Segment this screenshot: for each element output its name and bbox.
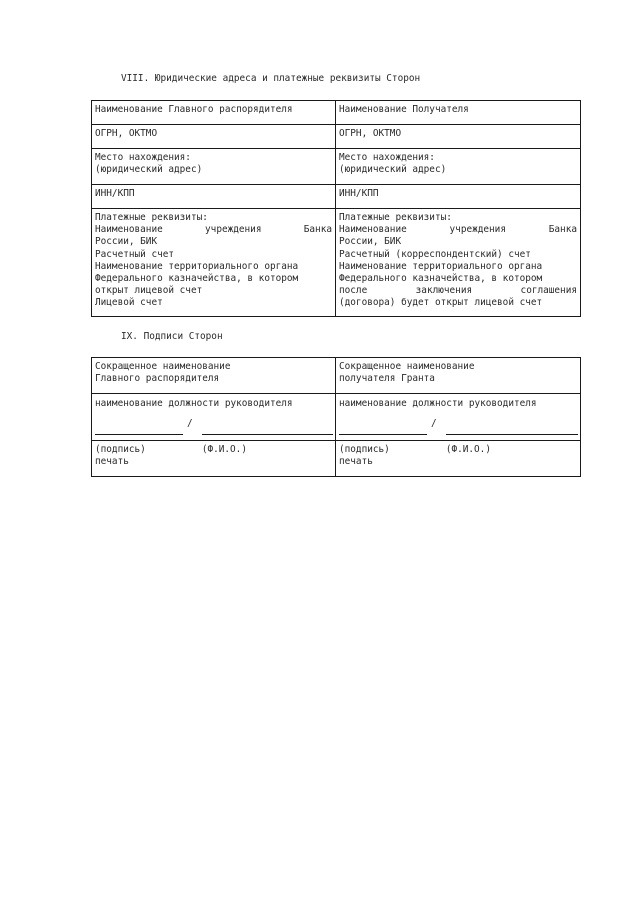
cell-line: ОГРН, ОКТМО — [339, 128, 402, 139]
recipient-short-name-cell — [336, 358, 581, 394]
cell-line: Расчетный (корреспондентский) счет — [339, 248, 531, 260]
cell-line: Место нахождения: — [95, 152, 191, 163]
recipient-ogrn-cell — [336, 125, 581, 149]
cell-line: (юридический адрес) — [95, 164, 203, 176]
signature-line — [339, 434, 427, 435]
recipient-payment-details-cell — [336, 209, 581, 317]
recipient-captions-cell — [336, 441, 581, 477]
cell-line: (юридический адрес) — [339, 164, 447, 176]
cell-line: Наименование Получателя — [339, 104, 469, 115]
slash-separator: / — [431, 418, 437, 429]
recipient-address-cell — [336, 149, 581, 185]
position-label: наименование должности руководителя — [339, 398, 537, 409]
cell-line: (договора) будет открыт лицевой счет — [339, 297, 543, 309]
recipient-signature-cell — [336, 394, 581, 441]
cell-line: Лицевой счет — [95, 297, 163, 309]
cell-line: Место нахождения: — [339, 152, 435, 163]
table-row — [92, 101, 581, 125]
cell-line: Главного распорядителя — [95, 373, 220, 385]
name-line — [202, 434, 333, 435]
cell-line: ИНН/КПП — [339, 188, 379, 199]
caption-line — [339, 444, 577, 456]
cell-line: Наименование учреждения Банка — [95, 224, 332, 236]
cell-line: Федерального казначейства, в котором — [95, 273, 299, 285]
stamp-caption: печать — [339, 456, 373, 468]
cell-line: ИНН/КПП — [95, 188, 135, 199]
administrator-captions-cell — [92, 441, 336, 477]
fio-caption: (Ф.И.О.) — [445, 444, 491, 455]
signature-caption: (подпись) — [95, 444, 146, 455]
cell-line: Наименование территориального органа — [95, 260, 299, 272]
cell-line: России, БИК — [95, 236, 158, 248]
section-9-heading: IX. Подписи Сторон — [121, 331, 223, 342]
name-line — [446, 434, 578, 435]
cell-line: открыт лицевой счет — [95, 285, 203, 297]
cell-line: ОГРН, ОКТМО — [95, 128, 158, 139]
cell-line: Платежные реквизиты: — [339, 212, 452, 223]
cell-line: Сокращенное наименование — [95, 361, 231, 372]
administrator-address-cell — [92, 149, 336, 185]
cell-line: Платежные реквизиты: — [95, 212, 208, 223]
recipient-name-cell — [336, 101, 581, 125]
administrator-short-name-cell — [92, 358, 336, 394]
table-row — [92, 394, 581, 441]
table-row — [92, 441, 581, 477]
cell-line: Расчетный счет — [95, 248, 175, 260]
administrator-inn-cell — [92, 185, 336, 209]
table-row — [92, 149, 581, 185]
cell-line: Сокращенное наименование — [339, 361, 475, 372]
cell-line: получателя Гранта — [339, 373, 435, 385]
recipient-inn-cell — [336, 185, 581, 209]
cell-line: Наименование территориального органа — [339, 260, 543, 272]
cell-line: после заключения соглашения — [339, 285, 577, 297]
cell-line: Наименование учреждения Банка — [339, 224, 577, 236]
stamp-caption: печать — [95, 456, 129, 468]
signature-line — [95, 434, 183, 435]
caption-line — [95, 444, 332, 456]
fio-caption: (Ф.И.О.) — [201, 444, 247, 455]
signature-caption: (подпись) — [339, 444, 390, 455]
administrator-signature-cell — [92, 394, 336, 441]
slash-separator: / — [187, 418, 193, 429]
table-row — [92, 125, 581, 149]
grant-administrator-name-cell — [92, 101, 336, 125]
table-row — [92, 358, 581, 394]
table-row — [92, 185, 581, 209]
cell-line: России, БИК — [339, 236, 402, 248]
signatures-table — [91, 357, 581, 477]
cell-line: Наименование Главного распорядителя — [95, 104, 293, 115]
administrator-payment-details-cell — [92, 209, 336, 317]
position-label: наименование должности руководителя — [95, 398, 293, 409]
cell-line: Федерального казначейства, в котором — [339, 273, 543, 285]
section-8-heading: VIII. Юридические адреса и платежные реквизиты Сторон — [121, 73, 421, 84]
requisites-table — [91, 100, 581, 317]
administrator-ogrn-cell — [92, 125, 336, 149]
table-row — [92, 209, 581, 317]
